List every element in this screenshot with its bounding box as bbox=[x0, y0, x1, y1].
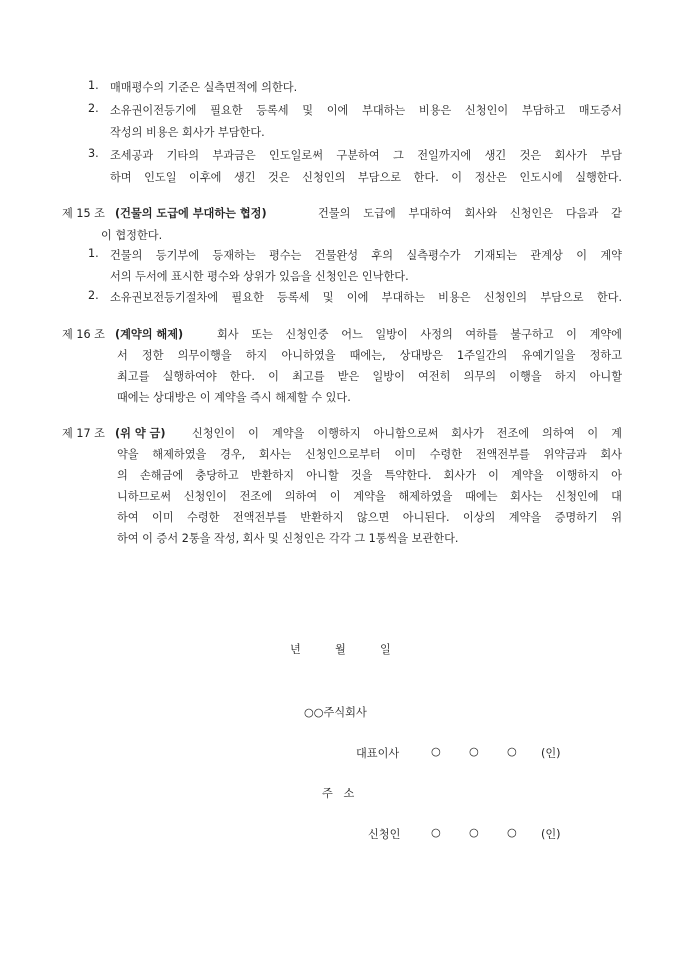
item-text: 하며 인도일 이후에 생긴 것은 신청인의 부담으로 한다. 이 정산은 인도시에 실행한다. bbox=[110, 171, 622, 184]
seal-mark: (인) bbox=[541, 747, 561, 760]
item-text: 조세공과 기타의 부과금은 인도일로써 구분하여 그 전일까지에 생긴 것은 회사가 부담 bbox=[110, 149, 622, 162]
article-17-label: 제 17 조 bbox=[62, 427, 105, 440]
item-text: 소유권보전등기절차에 필요한 등록세 및 이에 부대하는 비용은 신청인의 부담으로 한다. bbox=[110, 291, 622, 304]
item-number: 1. bbox=[88, 247, 99, 260]
article-16-label: 제 16 조 bbox=[62, 328, 105, 341]
article-16-text: 최고를 실행하여야 한다. 이 최고를 받은 일방이 여전히 의무의 이행을 하지 아니할 bbox=[117, 370, 622, 383]
name-placeholder-mark: ○ bbox=[469, 826, 479, 839]
article-17-text: 신청인이 이 계약을 이행하지 아니함으로써 회사가 전조에 의하여 이 계 bbox=[192, 427, 622, 440]
article-17-text: 니하므로써 신청인이 전조에 의하여 이 계약을 해제하였을 때에는 회사는 신청인에 대 bbox=[117, 490, 622, 503]
article-16-text: 회사 또는 신청인중 어느 일방이 사정의 여하를 불구하고 이 계약에 bbox=[217, 328, 622, 341]
date-day: 일 bbox=[380, 643, 391, 656]
name-placeholder-mark: ○ bbox=[507, 745, 517, 758]
item-text: 매매평수의 기준은 실측면적에 의한다. bbox=[110, 81, 298, 94]
name-placeholder-mark: ○ bbox=[431, 826, 441, 839]
article-15-label: 제 15 조 bbox=[62, 207, 105, 220]
article-17-text: 의 손해금에 충당하고 반환하지 아니할 것을 특약한다. 회사가 이 계약을 이행하지 아 bbox=[117, 469, 622, 482]
item-text: 서의 두서에 표시한 평수와 상위가 있음을 신청인은 인낙한다. bbox=[110, 270, 409, 283]
representative-label: 대표이사 bbox=[356, 747, 400, 760]
article-17-title: (위 약 금) bbox=[115, 427, 166, 440]
article-16-text: 때에는 상대방은 이 계약을 즉시 해제할 수 있다. bbox=[117, 391, 351, 404]
item-number: 2. bbox=[88, 102, 99, 115]
seal-mark: (인) bbox=[541, 828, 561, 841]
article-17-text: 약을 해제하였을 경우, 회사는 신청인으로부터 이미 수령한 전액전부를 위약금과 회사 bbox=[117, 448, 622, 461]
item-number: 1. bbox=[88, 79, 99, 92]
article-15-text: 이 협정한다. bbox=[101, 229, 163, 242]
item-number: 2. bbox=[88, 289, 99, 302]
article-16-title: (계약의 해제) bbox=[115, 328, 184, 341]
date-month: 월 bbox=[335, 643, 346, 656]
name-placeholder-mark: ○ bbox=[469, 745, 479, 758]
article-16-text: 서 정한 의무이행을 하지 아니하였을 때에는, 상대방은 1주일간의 유예기일을 정하고 bbox=[117, 349, 622, 362]
applicant-label: 신청인 bbox=[368, 828, 401, 841]
name-placeholder-mark: ○ bbox=[431, 745, 441, 758]
article-15-text: 건물의 도급에 부대하여 회사와 신청인은 다음과 같 bbox=[318, 207, 622, 220]
item-text: 건물의 등기부에 등재하는 평수는 건물완성 후의 실측평수가 기재되는 관계상 이 계약 bbox=[110, 249, 622, 262]
name-placeholder-mark: ○ bbox=[507, 826, 517, 839]
item-number: 3. bbox=[88, 147, 99, 160]
article-17-text: 하여 이미 수령한 전액전부를 반환하지 않으면 아니된다. 이상의 계약을 증명하기 위 bbox=[117, 511, 622, 524]
article-17-text: 하여 이 증서 2통을 작성, 회사 및 신청인은 각각 그 1통씩을 보관한다. bbox=[117, 532, 459, 545]
company-name: ○○주식회사 bbox=[304, 706, 367, 719]
item-text: 작성의 비용은 회사가 부담한다. bbox=[110, 126, 265, 139]
address-label: 주 소 bbox=[322, 787, 355, 800]
article-15-title: (건물의 도급에 부대하는 협정) bbox=[115, 207, 267, 220]
date-year: 년 bbox=[290, 643, 301, 656]
item-text: 소유권이전등기에 필요한 등록세 및 이에 부대하는 비용은 신청인이 부담하고 매도증서 bbox=[110, 104, 622, 117]
